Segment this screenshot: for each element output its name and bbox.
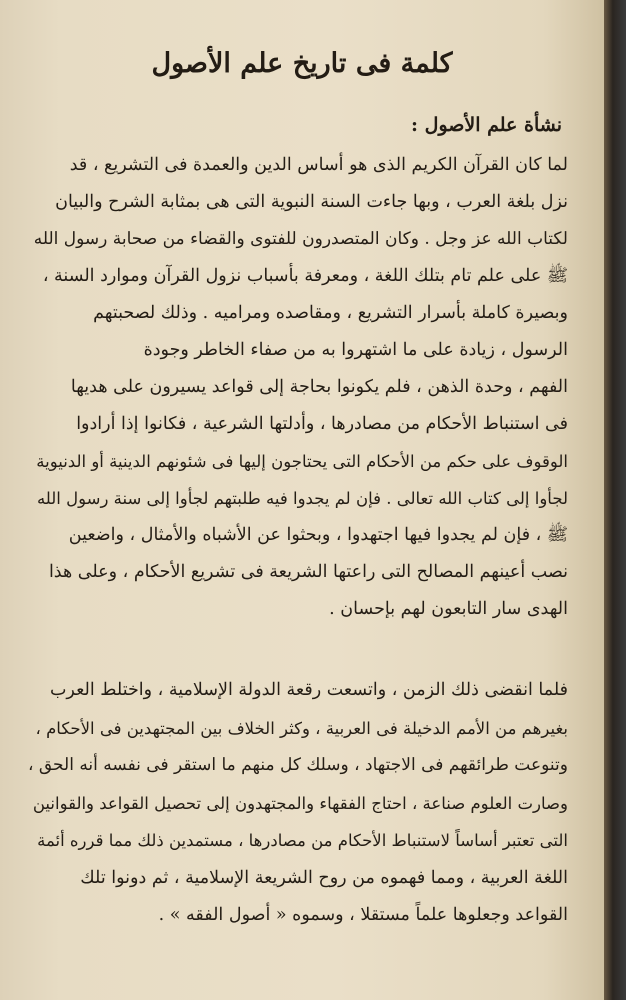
text-line: القواعد وجعلوها علماً مستقلا ، وسموه « أصول الفقه » . xyxy=(158,905,568,925)
text-line: بغيرهم من الأمم الدخيلة فى العربية ، وكثر الخلاف بين المجتهدين فى الأحكام ، xyxy=(35,718,568,738)
book-spine-shadow xyxy=(604,0,626,1000)
text-line xyxy=(24,628,568,665)
text-line: اللغة العربية ، ومما فهموه من روح الشريعة الإسلامية ، ثم دونوا تلك xyxy=(80,867,568,888)
text-line: فلما انقضى ذلك الزمن ، واتسعت رقعة الدولة الإسلامية ، واختلط العرب xyxy=(49,680,568,700)
text-line: ﷺ ، فإن لم يجدوا فيها اجتهدوا ، وبحثوا عن الأشباه والأمثال ، واضعين xyxy=(68,525,568,545)
text-line: لجأوا إلى كتاب الله تعالى . فإن لم يجدوا فيه طلبتهم لجأوا إلى سنة رسول الله xyxy=(36,489,568,508)
text-line: لما كان القرآن الكريم الذى هو أساس الدين والعمدة فى التشريع ، قد xyxy=(69,155,568,175)
paragraph-2 xyxy=(24,672,568,972)
text-line: الفهم ، وحدة الذهن ، فلم يكونوا بحاجة إلى قواعد يسيرون على هديها xyxy=(70,377,568,397)
text-line xyxy=(24,935,568,973)
section-heading: نشأة علم الأصول : xyxy=(411,114,562,136)
text-line: لكتاب الله عز وجل . وكان المتصدرون للفتوى والقضاء من صحابة رسول الله xyxy=(33,229,568,249)
text-line: وصارت العلوم صناعة ، احتاج الفقهاء والمجتهدون إلى تحصيل القواعد والقوانين xyxy=(32,793,568,813)
page-title: كلمة فى تاريخ علم الأصول xyxy=(151,48,453,79)
text-line: نزل بلغة العرب ، وبها جاءت السنة النبوية التى هى بمثابة الشرح والبيان xyxy=(55,192,568,212)
text-line: وتنوعت طرائقهم فى الاجتهاد ، وسلك كل منهم ما استقر فى نفسه أنه الحق ، xyxy=(27,755,568,775)
text-line: وبصيرة كاملة بأسرار التشريع ، ومقاصده ومراميه . وذلك لصحبتهم xyxy=(93,303,568,323)
text-line: الهدى سار التابعون لهم بإحسان . xyxy=(329,599,568,619)
paragraph-1 xyxy=(24,147,568,665)
text-line: التى تعتبر أساساً لاستنباط الأحكام من مصادرها ، مستمدين ذلك مما قرره أئمة xyxy=(37,831,568,850)
text-line: الرسول ، زيادة على ما اشتهروا به من صفاء الخاطر وجودة xyxy=(143,340,568,360)
text-line: نصب أعينهم المصالح التى راعتها الشريعة فى تشريع الأحكام ، وعلى هذا xyxy=(48,562,568,582)
text-line: الوقوف على حكم من الأحكام التى يحتاجون إليها فى شئونهم الدينية أو الدنيوية xyxy=(36,452,568,471)
text-line: فى استنباط الأحكام من مصادرها ، وأدلتها الشرعية ، فكانوا إذا أرادوا xyxy=(76,414,568,434)
text-line: ﷺ على علم تام بتلك اللغة ، ومعرفة بأسباب نزول القرآن وموارد السنة ، xyxy=(42,266,568,286)
